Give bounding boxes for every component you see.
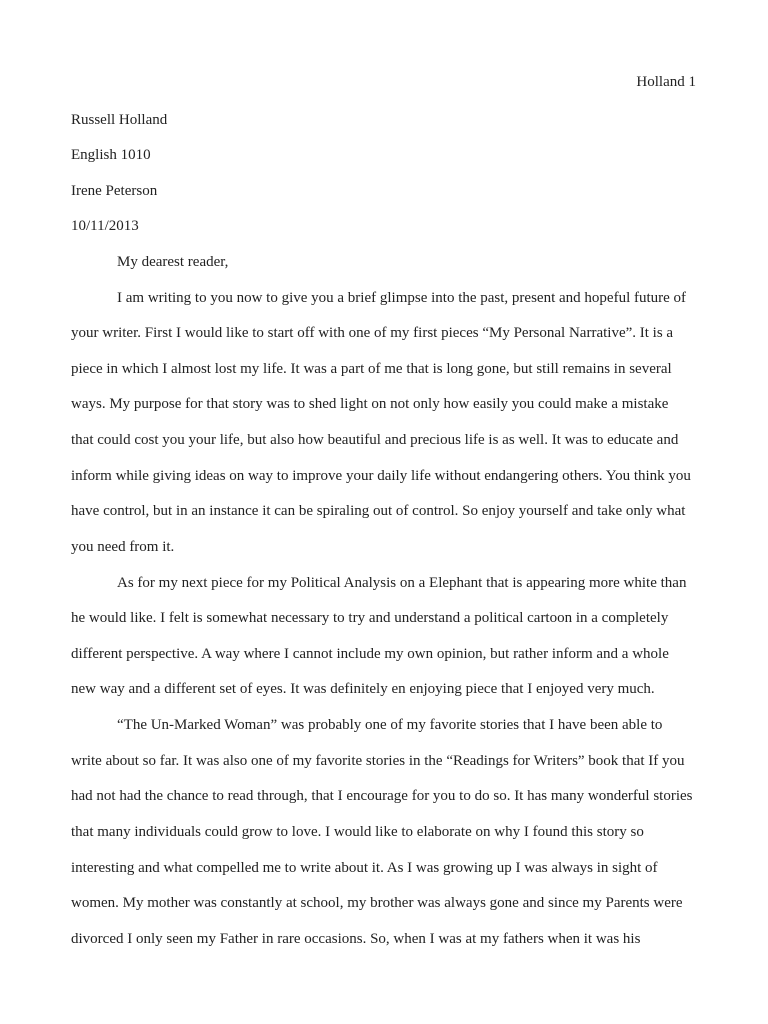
course-name: English 1010 [71,147,151,163]
page-number-header: Holland 1 [636,74,696,90]
paragraph-line: write about so far. It was also one of my favorite stories in the “Readings for Writers” book that If you [71,753,685,769]
paragraph-line: your writer. First I would like to start off with one of my first pieces “My Personal Narrative”. It is a [71,325,674,341]
paragraph-line: interesting and what compelled me to write about it. As I was growing up I was always in sight of [71,860,658,876]
paragraph-line: women. My mother was constantly at school, my brother was always gone and since my Parents were [71,895,683,911]
paragraph-line: “The Un-Marked Woman” was probably one of my favorite stories that I have been able to [117,717,663,733]
paragraph-line: different perspective. A way where I cannot include my own opinion, but rather inform and a whole [71,646,669,662]
paragraph-line: piece in which I almost lost my life. It was a part of me that is long gone, but still remains in several [71,361,672,377]
paragraph-line: As for my next piece for my Political Analysis on a Elephant that is appearing more white than [117,575,687,591]
paragraph-line: inform while giving ideas on way to improve your daily life without endangering others. You think you [71,468,691,484]
paragraph-line: that many individuals could grow to love. I would like to elaborate on why I found this story so [71,824,644,840]
paragraph-line: have control, but in an instance it can be spiraling out of control. So enjoy yourself and take only what [71,503,686,519]
document-date: 10/11/2013 [71,218,139,234]
paragraph-line: you need from it. [71,539,175,555]
instructor-name: Irene Peterson [71,183,158,199]
paragraph-line: he would like. I felt is somewhat necessary to try and understand a political cartoon in a completely [71,610,669,626]
paragraph-line: divorced I only seen my Father in rare occasions. So, when I was at my fathers when it was his [71,931,641,947]
paragraph-line: I am writing to you now to give you a brief glimpse into the past, present and hopeful future of [117,290,687,306]
paragraph-line: ways. My purpose for that story was to shed light on not only how easily you could make a mistake [71,396,669,412]
paragraph-line: new way and a different set of eyes. It was definitely en enjoying piece that I enjoyed very much. [71,681,655,697]
paragraph-line: had not had the chance to read through, that I encourage for you to do so. It has many wonderful stories [71,788,693,804]
salutation: My dearest reader, [117,254,229,270]
author-name: Russell Holland [71,112,168,128]
paragraph-line: that could cost you your life, but also how beautiful and precious life is as well. It was to educate and [71,432,679,448]
